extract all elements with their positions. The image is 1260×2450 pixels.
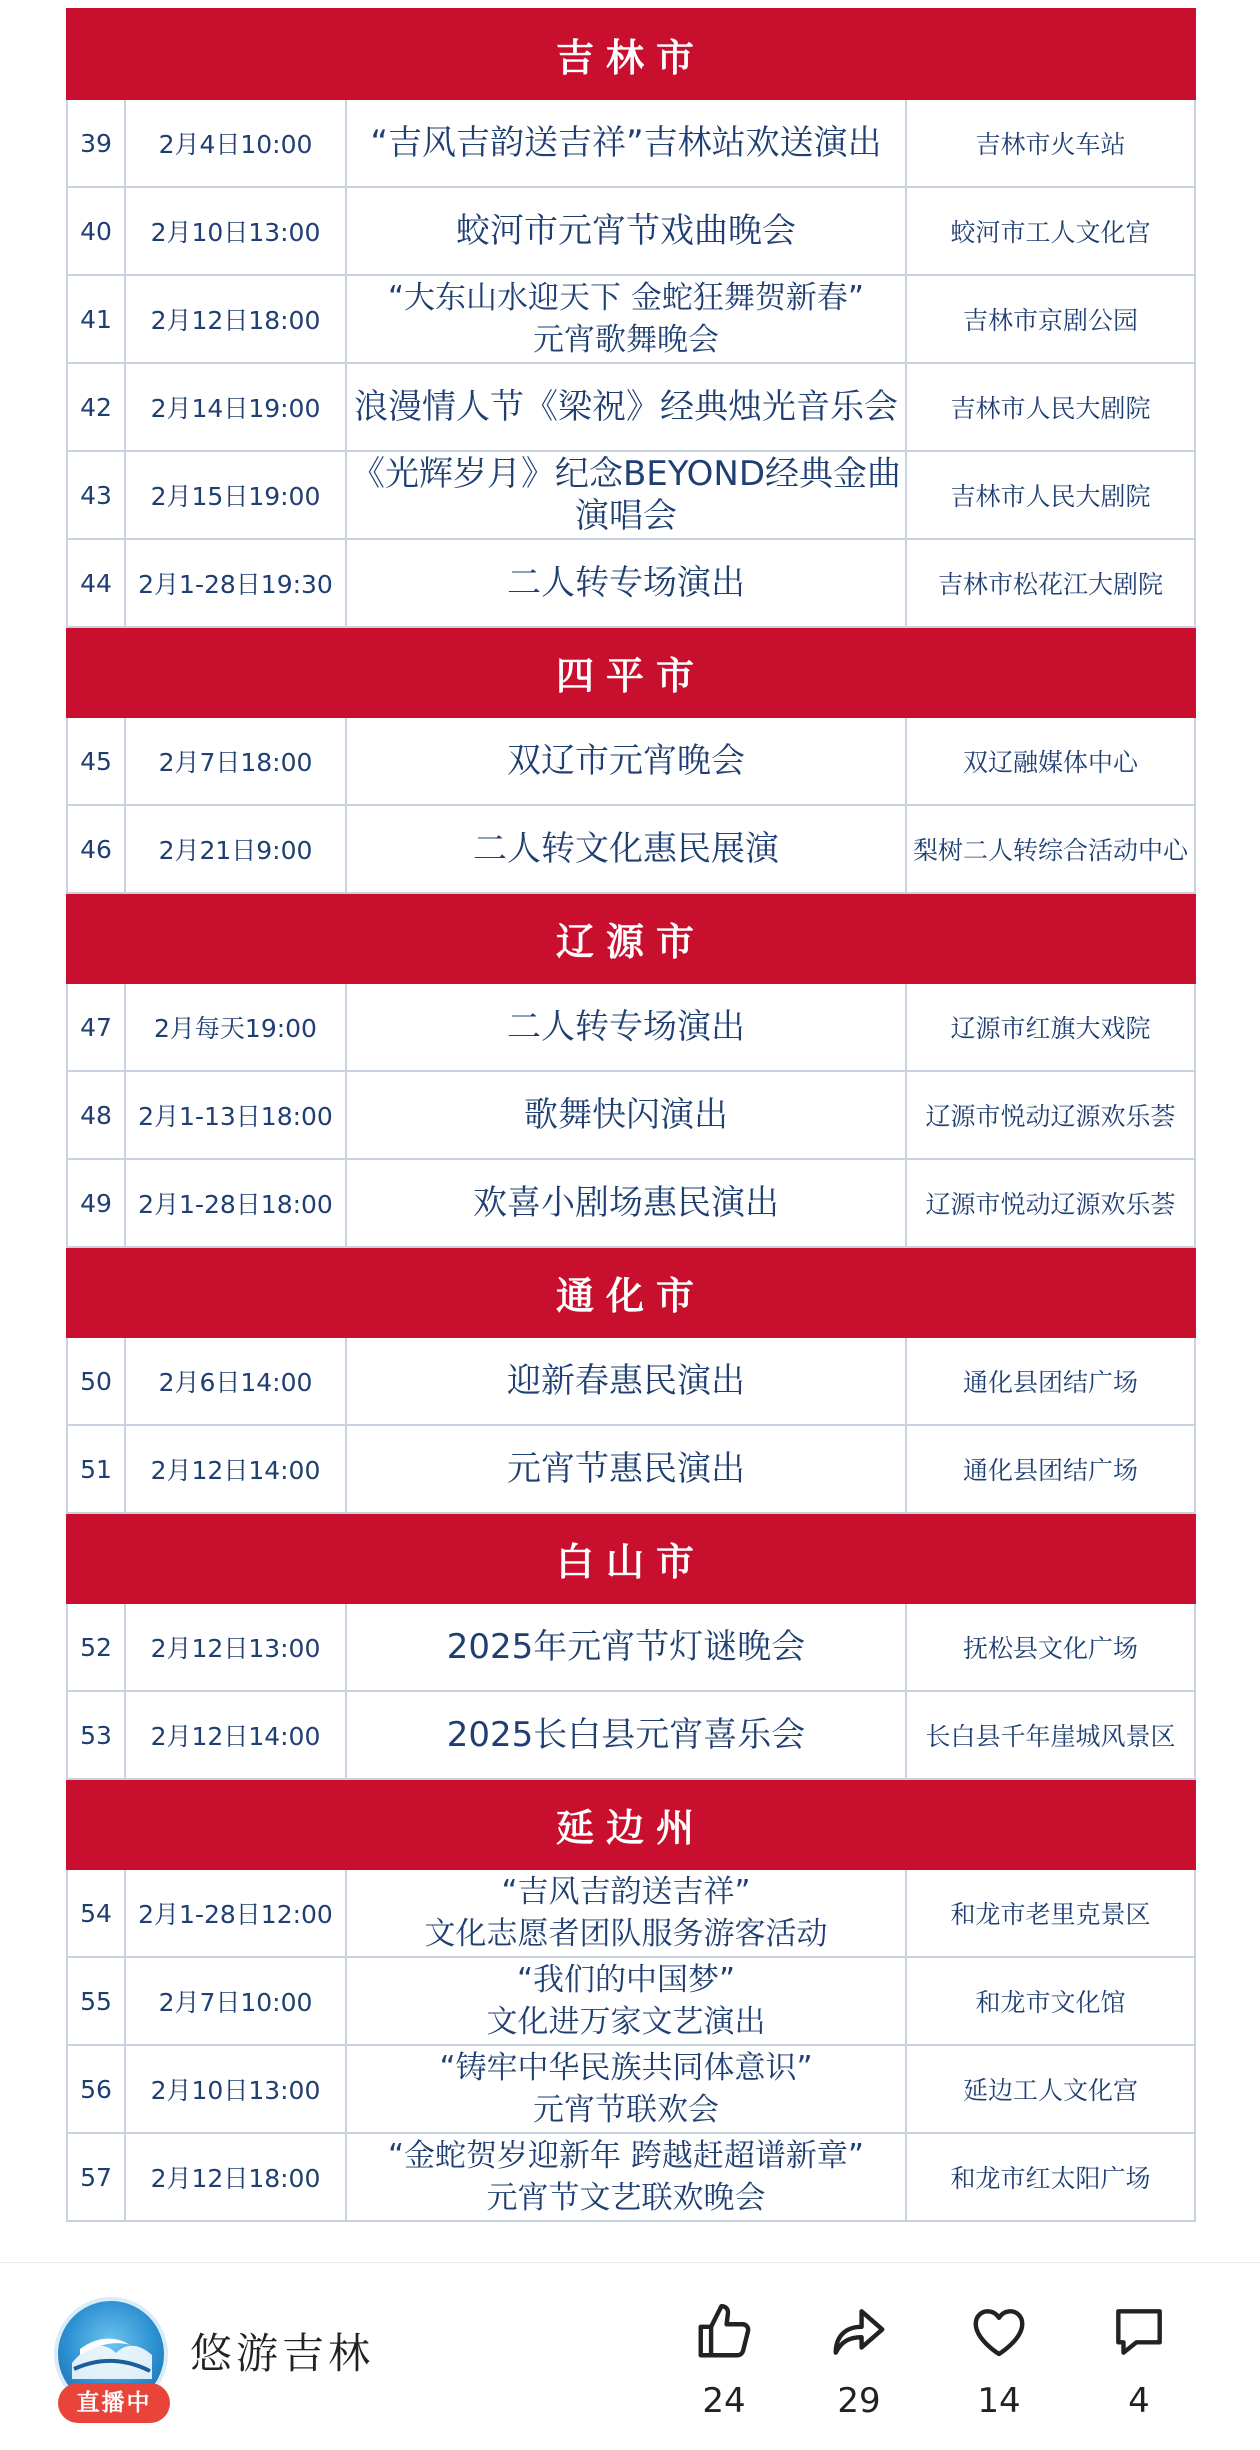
event-title-line: 歌舞快闪演出 [524, 1095, 728, 1135]
comment-button[interactable] [1089, 2301, 1189, 2421]
region-header-row [67, 893, 1195, 983]
region-header: 辽源市 [67, 893, 1195, 983]
event-title-line: 2025年元宵节灯谜晚会 [446, 1627, 806, 1667]
event-date: 2月1-28日12:00 [125, 1869, 346, 1957]
event-title-line: 元宵节惠民演出 [507, 1449, 745, 1489]
region-header: 吉林市 [67, 9, 1195, 99]
region-header-row [67, 1247, 1195, 1337]
table-row [67, 717, 1195, 805]
event-date: 2月12日13:00 [125, 1603, 346, 1691]
event-number: 54 [67, 1869, 125, 1957]
event-title-line: 二人转文化惠民展演 [473, 829, 779, 869]
event-title [346, 1337, 906, 1425]
event-date: 2月4日10:00 [125, 99, 346, 187]
event-title [346, 1425, 906, 1513]
heart-icon [968, 2301, 1030, 2363]
favorite-button[interactable] [949, 2301, 1049, 2421]
event-number: 50 [67, 1337, 125, 1425]
bottom-action-bar [0, 2262, 1260, 2450]
event-title-line: 欢喜小剧场惠民演出 [473, 1183, 779, 1223]
region-header-row [67, 1779, 1195, 1869]
event-number: 43 [67, 451, 125, 539]
share-arrow-icon [828, 2301, 890, 2363]
event-title-line: 元宵歌舞晚会 [533, 322, 719, 358]
event-date: 2月15日19:00 [125, 451, 346, 539]
table-row [67, 805, 1195, 893]
event-title-line: 迎新春惠民演出 [507, 1361, 745, 1401]
event-number: 45 [67, 717, 125, 805]
event-number: 46 [67, 805, 125, 893]
region-header-row [67, 1513, 1195, 1603]
event-date: 2月10日13:00 [125, 2045, 346, 2133]
event-title-line: 二人转专场演出 [507, 1007, 745, 1047]
event-number: 57 [67, 2133, 125, 2221]
event-date: 2月1-28日19:30 [125, 539, 346, 627]
table-row [67, 1869, 1195, 1957]
event-date: 2月1-13日18:00 [125, 1071, 346, 1159]
event-date: 2月21日9:00 [125, 805, 346, 893]
event-venue: 吉林市人民大剧院 [906, 451, 1195, 539]
event-title-line: 元宵节联欢会 [533, 2092, 719, 2128]
event-title [346, 1957, 906, 2045]
table-row [67, 1957, 1195, 2045]
event-title [346, 2045, 906, 2133]
event-title [346, 451, 906, 539]
event-title-line: 文化志愿者团队服务游客活动 [424, 1916, 828, 1952]
event-venue: 吉林市京剧公园 [906, 275, 1195, 363]
region-header-row [67, 9, 1195, 99]
table-row [67, 187, 1195, 275]
like-count: 24 [702, 2381, 746, 2421]
event-number: 41 [67, 275, 125, 363]
table-row [67, 1159, 1195, 1247]
event-venue: 通化县团结广场 [906, 1425, 1195, 1513]
event-venue: 长白县千年崖城风景区 [906, 1691, 1195, 1779]
event-date: 2月12日14:00 [125, 1425, 346, 1513]
thumbs-up-icon [693, 2301, 755, 2363]
favorite-count: 14 [977, 2381, 1021, 2421]
region-header: 延边州 [67, 1779, 1195, 1869]
event-title [346, 539, 906, 627]
event-title [346, 1159, 906, 1247]
region-header-row [67, 627, 1195, 717]
event-title-line: “铸牢中华民族共同体意识” [439, 2050, 813, 2086]
region-header: 四平市 [67, 627, 1195, 717]
event-venue: 辽源市悦动辽源欢乐荟 [906, 1071, 1195, 1159]
event-title [346, 805, 906, 893]
event-title-line: “我们的中国梦” [516, 1962, 736, 1998]
account-name[interactable]: 悠游吉林 [190, 2329, 375, 2378]
event-title-line: “金蛇贺岁迎新年 跨越赶超谱新章” [388, 2138, 864, 2174]
event-venue: 辽源市红旗大戏院 [906, 983, 1195, 1071]
landscape-logo-icon [70, 2319, 154, 2379]
event-venue: 吉林市松花江大剧院 [906, 539, 1195, 627]
like-button[interactable] [674, 2301, 774, 2421]
event-title [346, 1603, 906, 1691]
event-title [346, 1071, 906, 1159]
table-row [67, 1603, 1195, 1691]
event-venue: 延边工人文化宫 [906, 2045, 1195, 2133]
table-row [67, 539, 1195, 627]
event-date: 2月6日14:00 [125, 1337, 346, 1425]
event-schedule-body [67, 9, 1195, 2221]
event-date: 2月12日14:00 [125, 1691, 346, 1779]
table-row [67, 1071, 1195, 1159]
table-row [67, 1691, 1195, 1779]
event-venue: 辽源市悦动辽源欢乐荟 [906, 1159, 1195, 1247]
event-title-line: 蛟河市元宵节戏曲晚会 [456, 211, 796, 251]
event-venue: 蛟河市工人文化宫 [906, 187, 1195, 275]
event-venue: 和龙市老里克景区 [906, 1869, 1195, 1957]
event-venue: 吉林市人民大剧院 [906, 363, 1195, 451]
event-title-line: 二人转专场演出 [507, 563, 745, 603]
event-number: 39 [67, 99, 125, 187]
region-header: 通化市 [67, 1247, 1195, 1337]
region-header: 白山市 [67, 1513, 1195, 1603]
event-venue: 和龙市红太阳广场 [906, 2133, 1195, 2221]
share-button[interactable] [809, 2301, 909, 2421]
event-date: 2月7日18:00 [125, 717, 346, 805]
event-schedule-table [66, 8, 1196, 2222]
live-badge[interactable]: 直播中 [58, 2383, 170, 2423]
event-number: 42 [67, 363, 125, 451]
event-title [346, 187, 906, 275]
event-venue: 抚松县文化广场 [906, 1603, 1195, 1691]
event-number: 47 [67, 983, 125, 1071]
event-number: 56 [67, 2045, 125, 2133]
event-title [346, 1691, 906, 1779]
event-number: 48 [67, 1071, 125, 1159]
table-row [67, 99, 1195, 187]
table-row [67, 1337, 1195, 1425]
event-number: 49 [67, 1159, 125, 1247]
event-number: 53 [67, 1691, 125, 1779]
event-title [346, 983, 906, 1071]
event-title-line: 元宵节文艺联欢晚会 [486, 2180, 766, 2216]
event-number: 52 [67, 1603, 125, 1691]
table-row [67, 2045, 1195, 2133]
table-row [67, 1425, 1195, 1513]
event-title-line: 2025长白县元宵喜乐会 [446, 1715, 806, 1755]
event-number: 44 [67, 539, 125, 627]
event-number: 51 [67, 1425, 125, 1513]
event-date: 2月12日18:00 [125, 275, 346, 363]
event-date: 2月每天19:00 [125, 983, 346, 1071]
comment-count: 4 [1128, 2381, 1150, 2421]
event-date: 2月12日18:00 [125, 2133, 346, 2221]
event-title [346, 2133, 906, 2221]
table-row [67, 363, 1195, 451]
event-title-line: “大东山水迎天下 金蛇狂舞贺新春” [388, 280, 864, 316]
event-venue: 双辽融媒体中心 [906, 717, 1195, 805]
share-count: 29 [837, 2381, 881, 2421]
event-venue: 通化县团结广场 [906, 1337, 1195, 1425]
event-title [346, 1869, 906, 1957]
table-row [67, 2133, 1195, 2221]
event-title [346, 275, 906, 363]
event-date: 2月1-28日18:00 [125, 1159, 346, 1247]
event-date: 2月14日19:00 [125, 363, 346, 451]
event-venue: 吉林市火车站 [906, 99, 1195, 187]
event-title-line: 《光辉岁月》纪念BEYOND经典金曲演唱会 [350, 454, 902, 536]
event-title-line: “吉风吉韵送吉祥” [501, 1874, 751, 1910]
table-row [67, 451, 1195, 539]
event-title-line: 文化进万家文艺演出 [486, 2004, 766, 2040]
event-title-line: 双辽市元宵晚会 [507, 741, 745, 781]
comment-bubble-icon [1108, 2301, 1170, 2363]
table-row [67, 983, 1195, 1071]
event-title-line: “吉风吉韵送吉祥”吉林站欢送演出 [370, 123, 882, 163]
event-number: 55 [67, 1957, 125, 2045]
table-row [67, 275, 1195, 363]
event-date: 2月10日13:00 [125, 187, 346, 275]
event-date: 2月7日10:00 [125, 1957, 346, 2045]
event-title-line: 浪漫情人节《梁祝》经典烛光音乐会 [354, 387, 898, 427]
event-title [346, 363, 906, 451]
event-number: 40 [67, 187, 125, 275]
event-venue: 梨树二人转综合活动中心 [906, 805, 1195, 893]
event-title [346, 99, 906, 187]
event-venue: 和龙市文化馆 [906, 1957, 1195, 2045]
event-title [346, 717, 906, 805]
